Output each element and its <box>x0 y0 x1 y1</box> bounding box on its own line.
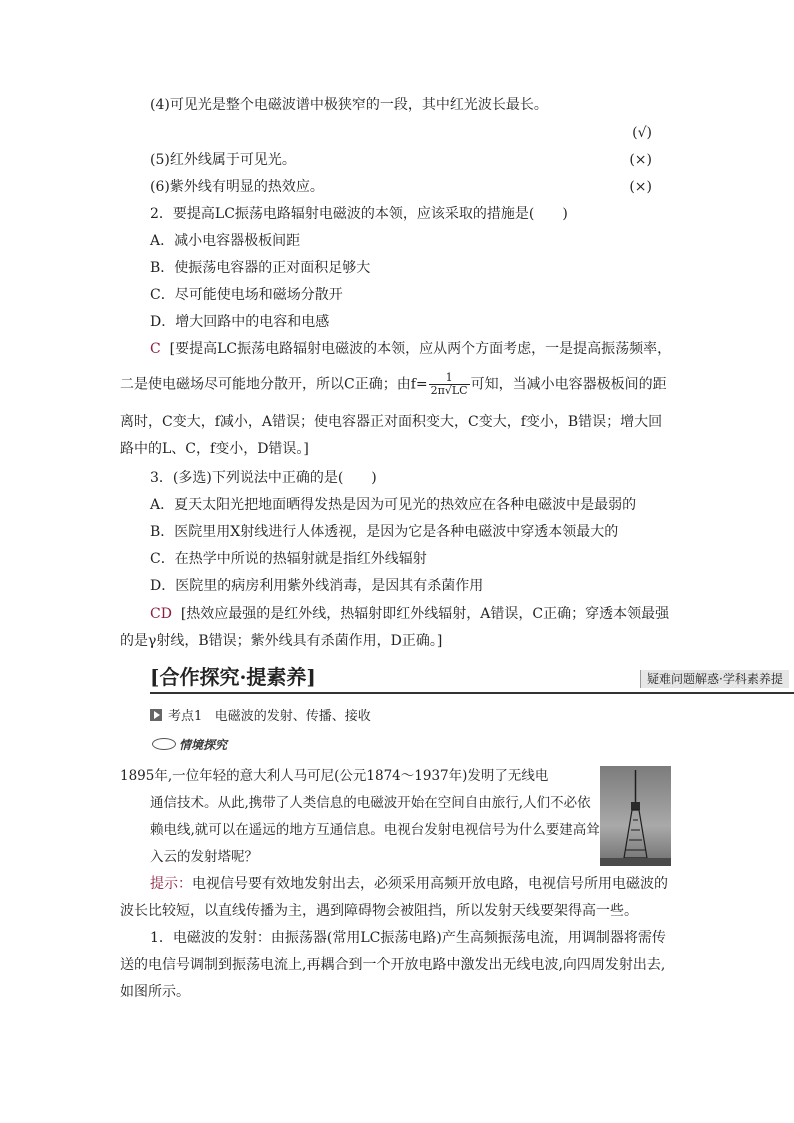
question-3-option-c: C．在热学中所说的热辐射就是指红外线辐射 <box>150 551 427 567</box>
question-3-explanation-line1: CD [热效应最强的是红外线，热辐射即红外线辐射，A错误，C正确；穿透本领最强 <box>150 606 670 622</box>
question-2-option-a: A．减小电容器极板间距 <box>150 233 301 249</box>
story-line-2: 通信技术。从此,携带了人类信息的电磁波开始在空间自由旅行,人们不必依 <box>150 795 591 811</box>
question-2-stem: 2．要提高LC振荡电路辐射电磁波的本领，应该采取的措施是( ) <box>150 206 568 222</box>
question-2-option-d: D．增大回路中的电容和电感 <box>150 314 330 330</box>
play-triangle-icon <box>150 709 162 721</box>
story-line-4: 入云的发射塔呢？ <box>150 849 258 865</box>
question-2-explanation-line1: C [要提高LC振荡电路辐射电磁波的本领，应从两个方面考虑，一是提高振荡频率， <box>150 341 672 357</box>
question-2-explanation-line4: 路中的L、C，f变小，D错误。] <box>120 441 309 457</box>
kaodian-title: 电磁波的发射、传播、接收 <box>214 709 371 724</box>
kaodian-heading <box>150 708 371 726</box>
judgment-mark-6: (×) <box>629 179 652 195</box>
judgment-item-5: (5)红外线属于可见光。 <box>150 152 296 168</box>
story-line-3: 赖电线,就可以在遥远的地方互通信息。电视台发射电视信号为什么要建高耸 <box>150 822 600 838</box>
judgment-mark-5: (×) <box>629 152 652 168</box>
question-3-option-b: B．医院里用X射线进行人体透视，是因为它是各种电磁波中穿透本领最大的 <box>150 524 619 540</box>
scenario-icon <box>152 738 176 750</box>
question-3-stem: 3．(多选)下列说法中正确的是( ) <box>150 470 377 486</box>
point1-line-3: 如图所示。 <box>120 984 190 1000</box>
judgment-item-6: (6)紫外线有明显的热效应。 <box>150 179 324 195</box>
question-2-answer: C <box>150 341 161 357</box>
judgment-item-4: (4)可见光是整个电磁波谱中极狭窄的一段，其中红光波长最长。 <box>150 97 548 113</box>
section-tag: 疑难问题解惑·学科素养提 <box>640 670 789 688</box>
kaodian-label: 考点1 <box>168 709 203 724</box>
qingjing-heading: 情境探究 <box>152 736 227 753</box>
frequency-formula-fraction: $\frac{1}{2\pi√LC}$ <box>430 371 468 397</box>
question-3-option-d: D．医院里的病房利用紫外线消毒，是因其有杀菌作用 <box>150 578 484 594</box>
question-3-explanation-line2: 的是γ射线，B错误；紫外线具有杀菌作用，D正确。] <box>120 633 443 649</box>
section-header <box>150 664 794 694</box>
point1-line-1: 1．电磁波的发射：由振荡器(常用LC振荡电路)产生高频振荡电流，用调制器将需传 <box>150 930 666 946</box>
question-2-explanation-line2: 二是使电磁场尽可能地分散开，所以C正确；由f= $\frac{1}{2\pi√LC}$ 可知，当减小电容器极板间的距 <box>120 371 667 397</box>
hint-line-2: 波长比较短，以直线传播为主，遇到障碍物会被阻挡，所以发射天线要架得高一些。 <box>120 903 638 919</box>
section-title: [合作探究·提素养] <box>150 665 316 689</box>
tower-icon <box>600 766 671 866</box>
tv-tower-photo <box>600 766 671 866</box>
question-2-option-b: B．使振荡电容器的正对面积足够大 <box>150 260 371 276</box>
point1-line-2: 送的电信号调制到振荡电流上,再耦合到一个开放电路中激发出无线电波,向四周发射出去, <box>120 957 666 973</box>
hint-label: 提示： <box>150 876 192 892</box>
question-3-option-a: A．夏天太阳光把地面晒得发热是因为可见光的热效应在各种电磁波中是最弱的 <box>150 497 637 513</box>
question-2-option-c: C．尽可能使电场和磁场分散开 <box>150 287 343 303</box>
question-2-explanation-line3: 离时，C变大，f减小，A错误；使电容器正对面积变大，C变大，f变小，B错误；增大回 <box>120 414 663 430</box>
question-3-answer: CD <box>150 606 172 622</box>
story-line-1: 1895年,一位年轻的意大利人马可尼(公元1874～1937年)发明了无线电 <box>120 768 549 784</box>
hint-line-1: 提示：电视信号要有效地发射出去，必须采用高频开放电路，电视信号所用电磁波的 <box>150 876 668 892</box>
judgment-mark-4: (√) <box>632 125 652 141</box>
